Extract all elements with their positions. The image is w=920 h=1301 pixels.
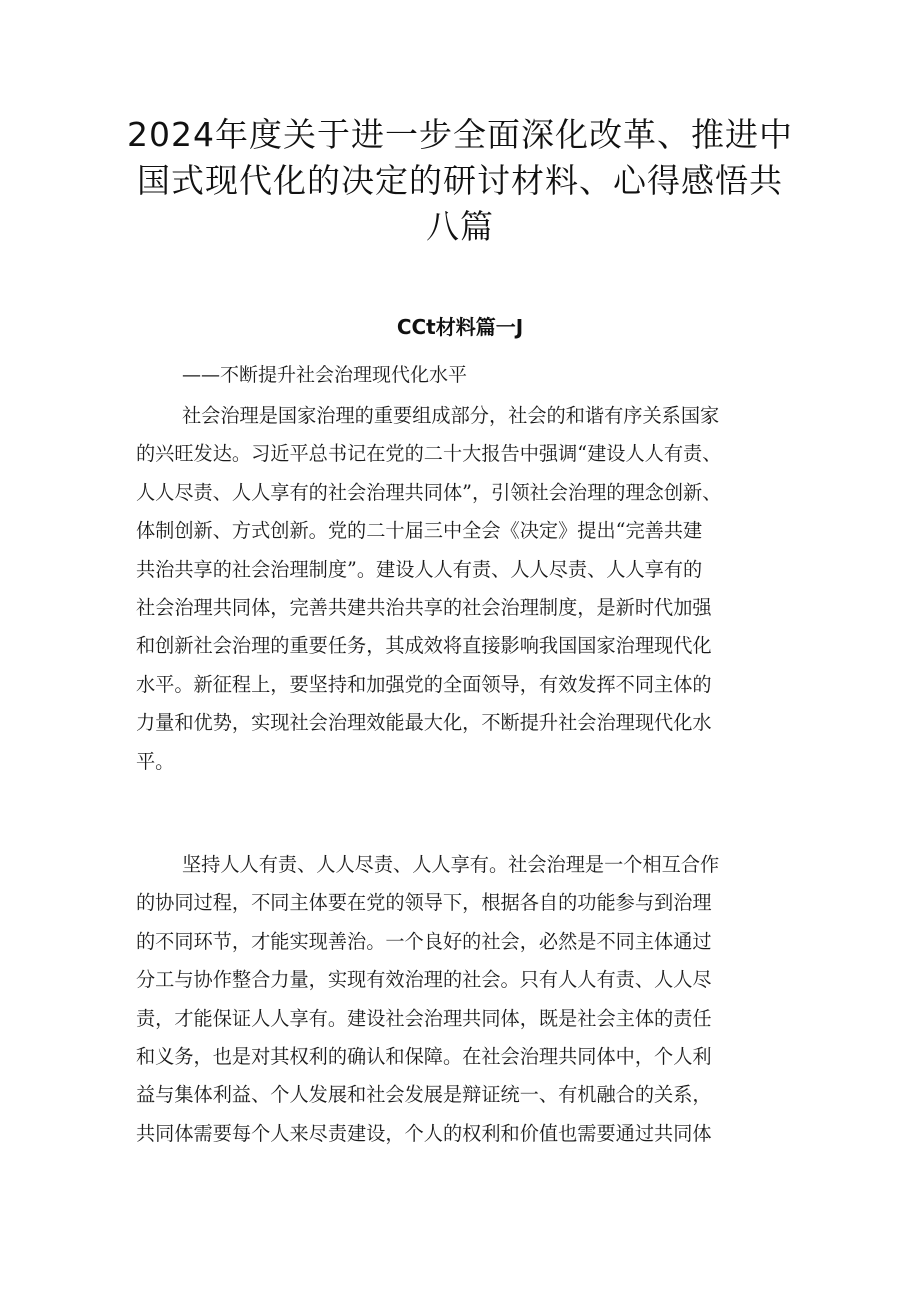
paragraph-line: 共同体需要每个人来尽责建设，个人的权利和价值也需要通过共同体 xyxy=(136,1121,712,1145)
paragraph-line: 体制创新、方式创新。党的二十届三中全会《决定》提出“完善共建 xyxy=(136,519,703,543)
paragraph-line: 和创新社会治理的重要任务，其成效将直接影响我国国家治理现代化 xyxy=(136,634,712,658)
paragraph xyxy=(136,846,796,1153)
title-line: 国式现代化的决定的研讨材料、心得感悟共 xyxy=(137,161,783,200)
paragraph-line: 水平。新征程上，要坚持和加强党的全面领导，有效发挥不同主体的 xyxy=(136,672,712,696)
section-subtitle: ——不断提升社会治理现代化水平 xyxy=(182,364,468,386)
paragraph-line: 益与集体利益、个人发展和社会发展是辩证统一、有机融合的关系， xyxy=(136,1083,712,1107)
paragraph-line: 的兴旺发达。习近平总书记在党的二十大报告中强调“建设人人有责、 xyxy=(136,442,722,466)
paragraph xyxy=(136,397,796,781)
paragraph-line: 责，才能保证人人享有。建设社会治理共同体，既是社会主体的责任 xyxy=(136,1006,712,1030)
section-heading: CCt材料篇一J xyxy=(396,315,524,339)
paragraph-line: 社会治理共同体，完善共建共治共享的社会治理制度，是新时代加强 xyxy=(136,595,712,619)
title-line: 八篇 xyxy=(426,207,494,246)
paragraph-line: 共治共享的社会治理制度”。建设人人有责、人人尽责、人人享有的 xyxy=(136,557,703,581)
paragraph-line: 平。 xyxy=(136,749,175,773)
document-title xyxy=(120,112,800,250)
paragraph-line: 坚持人人有责、人人尽责、人人享有。社会治理是一个相互合作 xyxy=(182,853,720,876)
paragraph-line: 分工与协作整合力量，实现有效治理的社会。只有人人有责、人人尽 xyxy=(136,968,712,992)
paragraph-line: 力量和优势，实现社会治理效能最大化，不断提升社会治理现代化水 xyxy=(136,711,712,735)
paragraph-line: 的协同过程，不同主体要在党的领导下，根据各自的功能参与到治理 xyxy=(136,891,712,915)
paragraph-line: 人人尽责、人人享有的社会治理共同体”，引领社会治理的理念创新、 xyxy=(136,480,722,504)
paragraph-line: 的不同环节，才能实现善治。一个良好的社会，必然是不同主体通过 xyxy=(136,929,712,953)
title-line: 2024年度关于进一步全面深化改革、推进中 xyxy=(127,115,793,154)
paragraph-line: 和义务，也是对其权利的确认和保障。在社会治理共同体中，个人利 xyxy=(136,1044,712,1068)
paragraph-line: 社会治理是国家治理的重要组成部分，社会的和谐有序关系国家 xyxy=(182,404,720,427)
